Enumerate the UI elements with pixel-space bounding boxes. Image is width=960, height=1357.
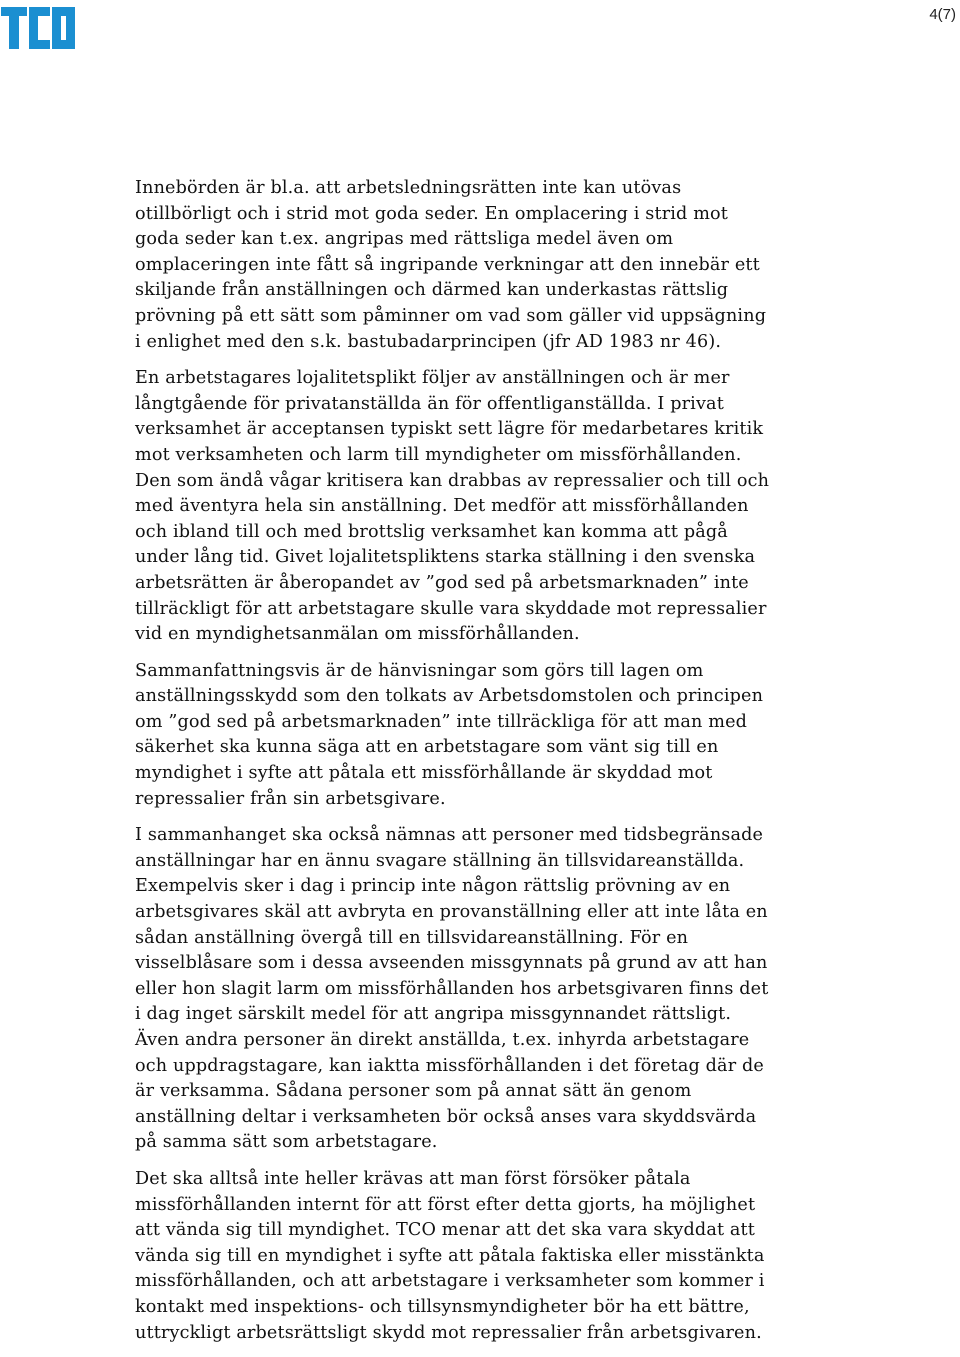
- text-line: arbetsrätten är åberopandet av ”god sed på arbetsmarknaden” inte: [135, 572, 749, 593]
- text-line: och uppdragstagare, kan iaktta missförhållanden i det företag där de: [135, 1055, 764, 1076]
- text-line: I sammanhanget ska också nämnas att personer med tidsbegränsade: [135, 825, 764, 846]
- paragraph-5: [135, 1167, 835, 1346]
- paragraph-2: [135, 366, 835, 648]
- tco-logo: [0, 4, 76, 50]
- text-line: tillräckligt för att arbetstagare skulle vara skyddade mot repressalier: [135, 598, 767, 619]
- text-line: goda seder kan t.ex. angripas med rättsliga medel även om: [135, 229, 674, 250]
- text-line: under lång tid. Givet lojalitetspliktens starka ställning i den svenska: [135, 547, 756, 568]
- text-line: vända sig till en myndighet i syfte att påtala faktiska eller misstänkta: [135, 1245, 765, 1266]
- text-line: Den som ändå vågar kritisera kan drabbas av repressalier och till och: [135, 470, 770, 491]
- text-line: En arbetstagares lojalitetsplikt följer av anställningen och är mer: [135, 368, 730, 389]
- text-line: eller hon slagit larm om missförhållanden hos arbetsgivaren finns det: [135, 978, 769, 999]
- text-line: anställningar har en ännu svagare ställning än tillsvidareanställda.: [135, 850, 745, 871]
- text-line: myndighet i syfte att påtala ett missförhållande är skyddad mot: [135, 763, 713, 784]
- paragraph-3: [135, 659, 835, 813]
- text-line: i dag inget särskilt medel för att angripa missgynnandet rättsligt.: [135, 1004, 732, 1025]
- text-line: Exempelvis sker i dag i princip inte någon rättslig prövning av en: [135, 876, 731, 897]
- text-line: sådan anställning övergå till en tillsvidareanställning. För en: [135, 927, 689, 948]
- text-line: Även andra personer än direkt anställda, t.ex. inhyrda arbetstagare: [135, 1030, 750, 1050]
- paragraph-1: [135, 176, 835, 355]
- text-line: är verksamma. Sådana personer som på annat sätt än genom: [135, 1081, 692, 1102]
- paragraph-4: [135, 823, 835, 1156]
- text-line: verksamhet är acceptansen typiskt sett lägre för medarbetares kritik: [135, 419, 764, 440]
- text-line: om ”god sed på arbetsmarknaden” inte tillräckliga för att man med: [135, 711, 748, 732]
- text-line: och ibland till och med brottslig verksamhet kan komma att pågå: [135, 521, 728, 542]
- text-line: prövning på ett sätt som påminner om vad som gäller vid uppsägning: [135, 305, 767, 326]
- text-line: med äventyra hela sin anställning. Det medför att missförhållanden: [135, 496, 749, 517]
- text-line: otillbörligt och i strid mot goda seder. En omplacering i strid mot: [135, 203, 728, 224]
- text-line: kontakt med inspektions- och tillsynsmyndigheter bör ha ett bättre,: [135, 1296, 750, 1317]
- document-body: [135, 176, 835, 1357]
- text-line: på samma sätt som arbetstagare.: [135, 1132, 438, 1153]
- text-line: anställningsskydd som den tolkats av Arbetsdomstolen och principen: [135, 686, 764, 707]
- text-line: uttryckligt arbetsrättsligt skydd mot repressalier från arbetsgivaren.: [135, 1322, 762, 1343]
- text-line: vid en myndighetsanmälan om missförhållanden.: [135, 624, 580, 645]
- text-line: Innebörden är bl.a. att arbetsledningsrätten inte kan utövas: [135, 178, 682, 198]
- text-line: långtgående för privatanställda än för offentliganställda. I privat: [135, 393, 724, 414]
- text-line: skiljande från anställningen och därmed kan underkastas rättslig: [135, 280, 729, 301]
- text-line: repressalier från sin arbetsgivare.: [135, 788, 446, 809]
- text-line: anställning deltar i verksamheten bör också anses vara skyddsvärda: [135, 1106, 757, 1127]
- text-line: i enlighet med den s.k. bastubadarprincipen (jfr AD 1983 nr 46).: [135, 331, 722, 352]
- text-line: missförhållanden internt för att först efter detta gjorts, ha möjlighet: [135, 1194, 756, 1215]
- page-number: 4(7): [929, 6, 956, 23]
- text-line: säkerhet ska kunna säga att en arbetstagare som vänt sig till en: [135, 737, 719, 758]
- text-line: arbetsgivares skäl att avbryta en provanställning eller att inte låta en: [135, 902, 768, 923]
- text-line: omplaceringen inte fått så ingripande verkningar att den innebär ett: [135, 254, 760, 275]
- text-line: mot verksamheten och larm till myndigheter om missförhållanden.: [135, 444, 742, 465]
- text-line: Det ska alltså inte heller krävas att man först försöker påtala: [135, 1168, 691, 1189]
- text-line: visselblåsare som i dessa avseenden missgynnats på grund av att han: [135, 953, 768, 974]
- text-line: missförhållanden, och att arbetstagare i verksamheter som kommer i: [135, 1271, 765, 1292]
- text-line: Sammanfattningsvis är de hänvisningar som görs till lagen om: [135, 660, 704, 681]
- text-line: att vända sig till myndighet. TCO menar att det ska vara skyddat att: [135, 1220, 756, 1241]
